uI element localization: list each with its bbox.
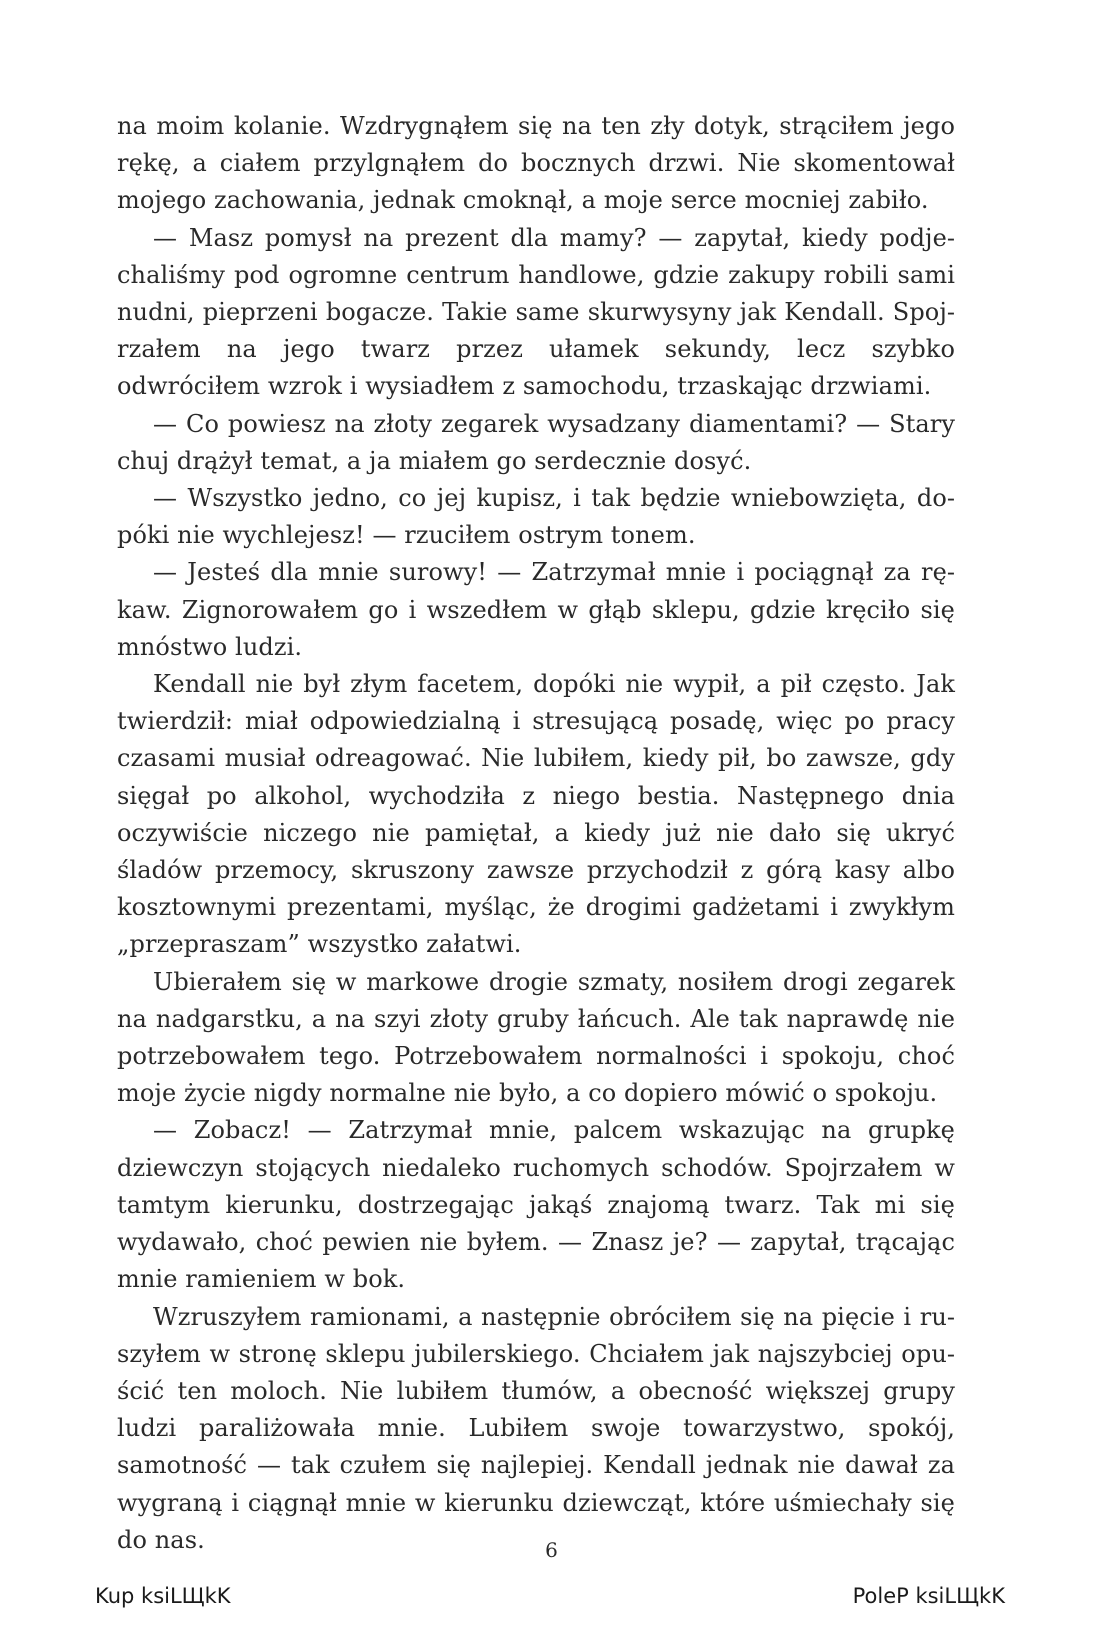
paragraph: — Jesteś dla mnie surowy! — Zatrzymał mnie i pociągnął za rękaw. Zignorowałem go i wszedłem w głąb sklepu, gdzie kręciło się mnóstwo ludzi. (117, 558, 955, 661)
page-number: 6 (545, 1538, 558, 1562)
paragraph: — Co powiesz na złoty zegarek wysadzany diamentami? — Stary chuj drążył temat, a ja miałem go serdecznie dosyć. (117, 409, 955, 475)
paragraph: Kendall nie był złym facetem, dopóki nie wypił, a pił często. Jak twierdził: miał odpowiedzialną i stresującą posadę, więc po pracy czasami musiał odreagować. Nie lubiłem, kiedy pił, bo zawsze, gdy sięgał po alkohol, wychodziła z niego bestia. Następnego dnia oczywiście niczego nie pamiętał, a kiedy już nie dało się ukryć śladów przemocy, skruszony zawsze przychodził z górą kasy albo kosztownymi prezentami, myśląc, że drogimi gadżetami i zwykłym „przepraszam” wszystko załatwi. (117, 670, 955, 959)
paragraph: Wzruszyłem ramionami, a następnie obróciłem się na pięcie i ruszyłem w stronę sklepu jubilerskiego. Chciałem jak najszybciej opuścić ten moloch. Nie lubiłem tłumów, a obecność większej grupy ludzi paraliżowała mnie. Lubiłem swoje towarzystwo, spokój, samotność — tak czułem się najlepiej. Kendall jednak nie dawał za wygraną i ciągnął mnie w kierunku dziewcząt, które uśmiechały się do nas. (117, 1302, 955, 1554)
paragraph: — Zobacz! — Zatrzymał mnie, palcem wskazując na grupkę dziewczyn stojących niedaleko ruchomych schodów. Spojrzałem w tamtym kierunku, dostrzegając jakąś znajomą twarz. Tak mi się wydawało, choć pewien nie byłem. — Znasz je? — zapytał, trącając mnie ramieniem w bok. (117, 1116, 955, 1294)
buy-book-link[interactable]: Kup ksiLЩkK (95, 1584, 231, 1608)
paragraph: Ubierałem się w markowe drogie szmaty, nosiłem drogi zegarek na nadgarstku, a na szyi złoty gruby łańcuch. Ale tak naprawdę nie potrzebowałem tego. Potrzebowałem normalności i spokoju, choć moje życie nigdy normalne nie było, a co dopiero mówić o spokoju. (117, 967, 955, 1108)
paragraph: na moim kolanie. Wzdrygnąłem się na ten zły dotyk, strąciłem jego rękę, a ciałem przylgnąłem do bocznych drzwi. Nie skomentował mojego zachowania, jednak cmoknął, a moje serce mocniej zabiło. (117, 112, 955, 215)
body-text (117, 108, 955, 1559)
paragraph: — Wszystko jedno, co jej kupisz, i tak będzie wniebowzięta, dopóki nie wychlejesz! — rzuciłem ostrym tonem. (117, 484, 955, 550)
paragraph: — Masz pomysł na prezent dla mamy? — zapytał, kiedy podjechaliśmy pod ogromne centrum handlowe, gdzie zakupy robili sami nudni, pieprzeni bogacze. Takie same skurwysyny jak Kendall. Spojrzałem na jego twarz przez ułamek sekundy, lecz szybko odwróciłem wzrok i wysiadłem z samochodu, trzaskając drzwiami. (117, 223, 955, 401)
recommend-book-link[interactable]: PoleP ksiLЩkK (852, 1584, 1005, 1608)
